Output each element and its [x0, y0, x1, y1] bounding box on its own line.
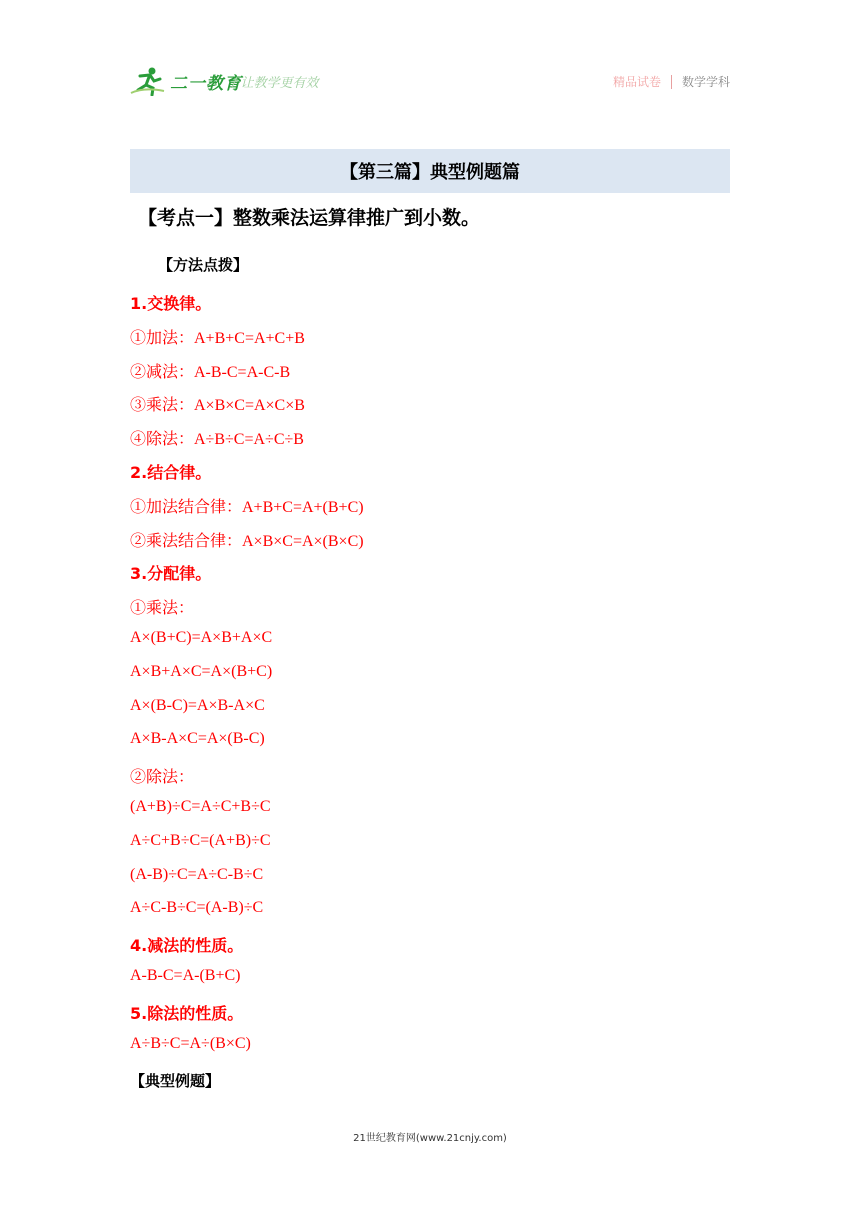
- page-header: [130, 60, 730, 100]
- rule-line: (A-B)÷C=A÷C-B÷C: [130, 865, 264, 883]
- header-divider: [671, 75, 672, 89]
- rule-line: ①加法结合律：A+B+C=A+(B+C): [130, 498, 364, 516]
- quality-label: 精品试卷: [612, 75, 661, 89]
- rule-heading: 2.结合律。: [130, 463, 212, 482]
- example-title: 【典型例题】: [130, 1072, 221, 1090]
- rule-line: ①乘法：: [130, 600, 195, 618]
- rule-line: ③乘法：A×B×C=A×C×B: [130, 397, 305, 415]
- logo: [130, 64, 242, 98]
- rule-line: A÷C+B÷C=(A+B)÷C: [130, 831, 271, 849]
- rule-line: ②除法：: [130, 769, 195, 787]
- rule-heading: 1.交换律。: [130, 294, 212, 313]
- rule-line: A÷B÷C=A÷(B×C): [130, 1034, 251, 1052]
- rule-line: ④除法：A÷B÷C=A÷C÷B: [130, 431, 304, 449]
- method-title: 【方法点拨】: [158, 256, 249, 274]
- rule-line: ②乘法结合律：A×B×C=A×(B×C): [130, 532, 364, 550]
- header-right: [613, 73, 730, 90]
- rule-heading: 4.减法的性质。: [130, 936, 244, 956]
- slogan: / 让教学更有效: [232, 76, 319, 91]
- rule-line: (A+B)÷C=A÷C+B÷C: [130, 798, 271, 815]
- kaodian-title: 【考点一】整数乘法运算律推广到小数。: [138, 207, 481, 229]
- rule-heading: 3.分配律。: [130, 564, 212, 584]
- page-footer: 21世纪教育网(www.21cnjy.com): [353, 1133, 507, 1144]
- runner-logo-icon: [130, 66, 166, 96]
- rule-line: A×(B-C)=A×B-A×C: [130, 696, 265, 714]
- section-banner: [130, 149, 730, 193]
- subject-label: 数学学科: [681, 75, 730, 89]
- rule-line: A×B+A×C=A×(B+C): [130, 662, 273, 680]
- rule-line: A×(B+C)=A×B+A×C: [130, 629, 273, 646]
- rule-line: A×B-A×C=A×(B-C): [130, 730, 265, 748]
- rule-line: A÷C-B÷C=(A-B)÷C: [130, 899, 264, 917]
- rule-line: A-B-C=A-(B+C): [130, 967, 241, 984]
- logo-text: 二一教育: [170, 73, 242, 94]
- rule-line: ①加法：A+B+C=A+C+B: [130, 329, 305, 347]
- rule-heading: 5.除法的性质。: [130, 1003, 244, 1023]
- section-title: 【第三篇】典型例题篇: [340, 162, 520, 183]
- rule-line: ②减法：A-B-C=A-C-B: [130, 363, 291, 381]
